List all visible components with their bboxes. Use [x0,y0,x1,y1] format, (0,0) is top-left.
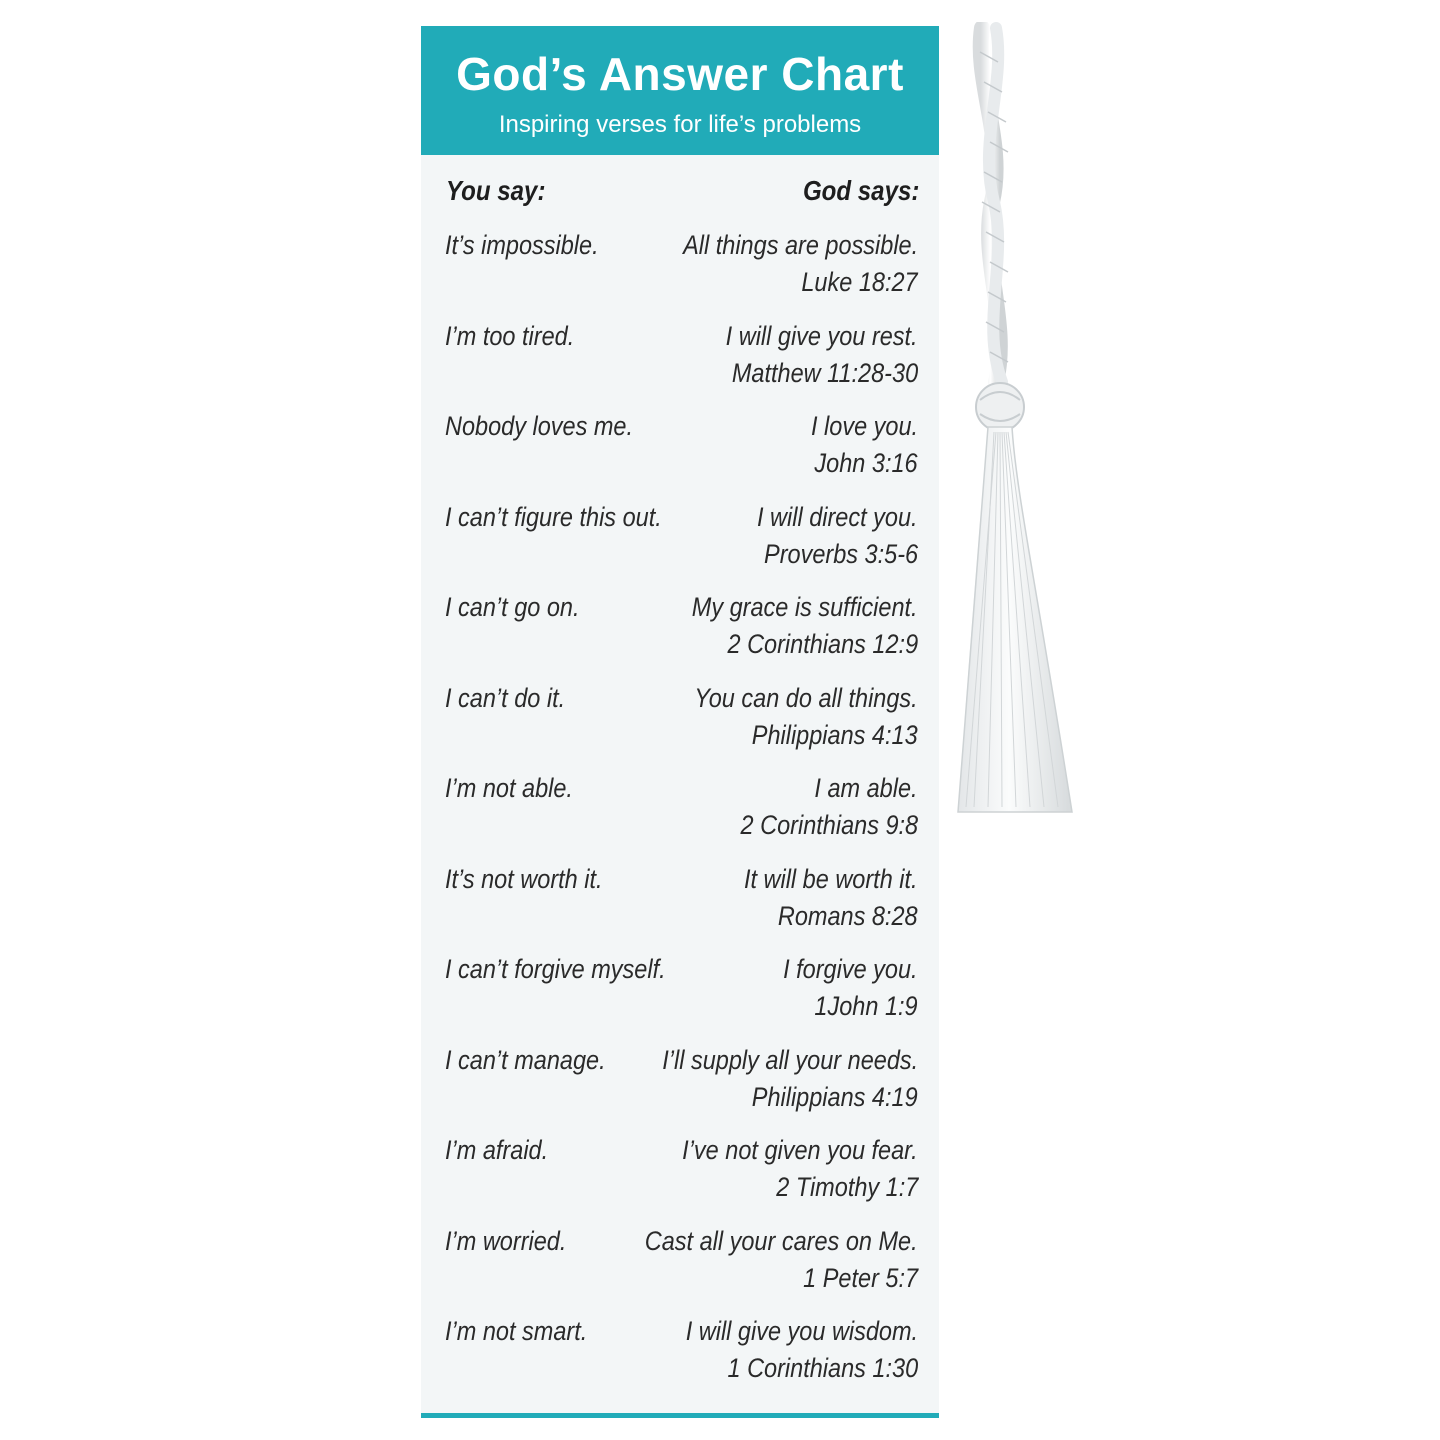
answer-row [421,407,939,498]
verse-reference: 1John 1:9 [814,991,918,1021]
god-says-text: It will be worth it. [744,863,918,894]
white-tassel-icon [944,22,1084,822]
verse-reference: Philippians 4:13 [752,719,918,750]
answer-row [421,317,939,408]
verse-reference: Luke 18:27 [801,267,918,297]
god-says-text: My grace is sufficient. [692,592,918,622]
page-subtitle: Inspiring verses for life’s problems [498,111,862,138]
answer-row [421,679,939,770]
verse-reference: Philippians 4:19 [752,1081,918,1112]
god-says-text: I’ll supply all your needs. [662,1044,918,1075]
verse-reference: Proverbs 3:5-6 [763,538,918,569]
you-say-text: I’m too tired. [445,320,575,351]
god-says-text: You can do all things. [694,682,918,713]
verse-reference: 1 Peter 5:7 [803,1262,918,1293]
god-says-text: I’ve not given you fear. [682,1135,918,1165]
answer-row [421,226,939,317]
answer-row [421,1041,939,1132]
god-says-text: I love you. [810,411,918,441]
answer-row [421,588,939,679]
you-say-text: I’m worried. [445,1225,567,1256]
answer-list [421,226,939,1403]
answer-row [421,950,939,1041]
answer-row [421,769,939,860]
you-say-text: I can’t forgive myself. [445,954,666,984]
page-title: God’s Answer Chart [456,48,904,100]
god-says-text: Cast all your cares on Me. [645,1225,918,1256]
god-says-text: I will direct you. [757,501,918,532]
verse-reference: 1 Corinthians 1:30 [727,1353,918,1383]
you-say-text: I’m not smart. [445,1316,588,1346]
you-say-text: It’s not worth it. [445,863,603,894]
answer-row [421,1131,939,1222]
you-say-text: I’m not able. [445,773,573,803]
bottom-accent-stripe [421,1413,939,1418]
verse-reference: 2 Timothy 1:7 [775,1172,918,1202]
verse-reference: 2 Corinthians 12:9 [727,629,918,659]
you-say-text: I can’t do it. [445,682,566,713]
answer-row [421,1312,939,1403]
verse-reference: 2 Corinthians 9:8 [740,810,918,840]
you-say-text: I’m afraid. [445,1135,549,1165]
verse-reference: Matthew 11:28-30 [731,357,918,388]
you-say-text: I can’t go on. [445,592,580,622]
column-header-god-says: God says: [802,175,919,206]
you-say-text: It’s impossible. [445,230,599,260]
god-says-text: I will give you rest. [726,320,918,351]
verse-reference: Romans 8:28 [778,900,918,931]
answer-row [421,1222,939,1313]
god-says-text: All things are possible. [682,230,918,260]
you-say-text: Nobody loves me. [445,411,634,441]
you-say-text: I can’t manage. [445,1044,606,1075]
you-say-text: I can’t figure this out. [445,501,662,532]
answer-row [421,860,939,951]
god-says-text: I am able. [814,773,918,803]
god-says-text: I forgive you. [783,954,918,984]
header-band [421,26,939,155]
god-says-text: I will give you wisdom. [685,1316,918,1346]
answer-row [421,498,939,589]
verse-reference: John 3:16 [814,448,918,478]
column-header-you-say: You say: [446,175,546,206]
bookmark-card [421,26,939,1418]
